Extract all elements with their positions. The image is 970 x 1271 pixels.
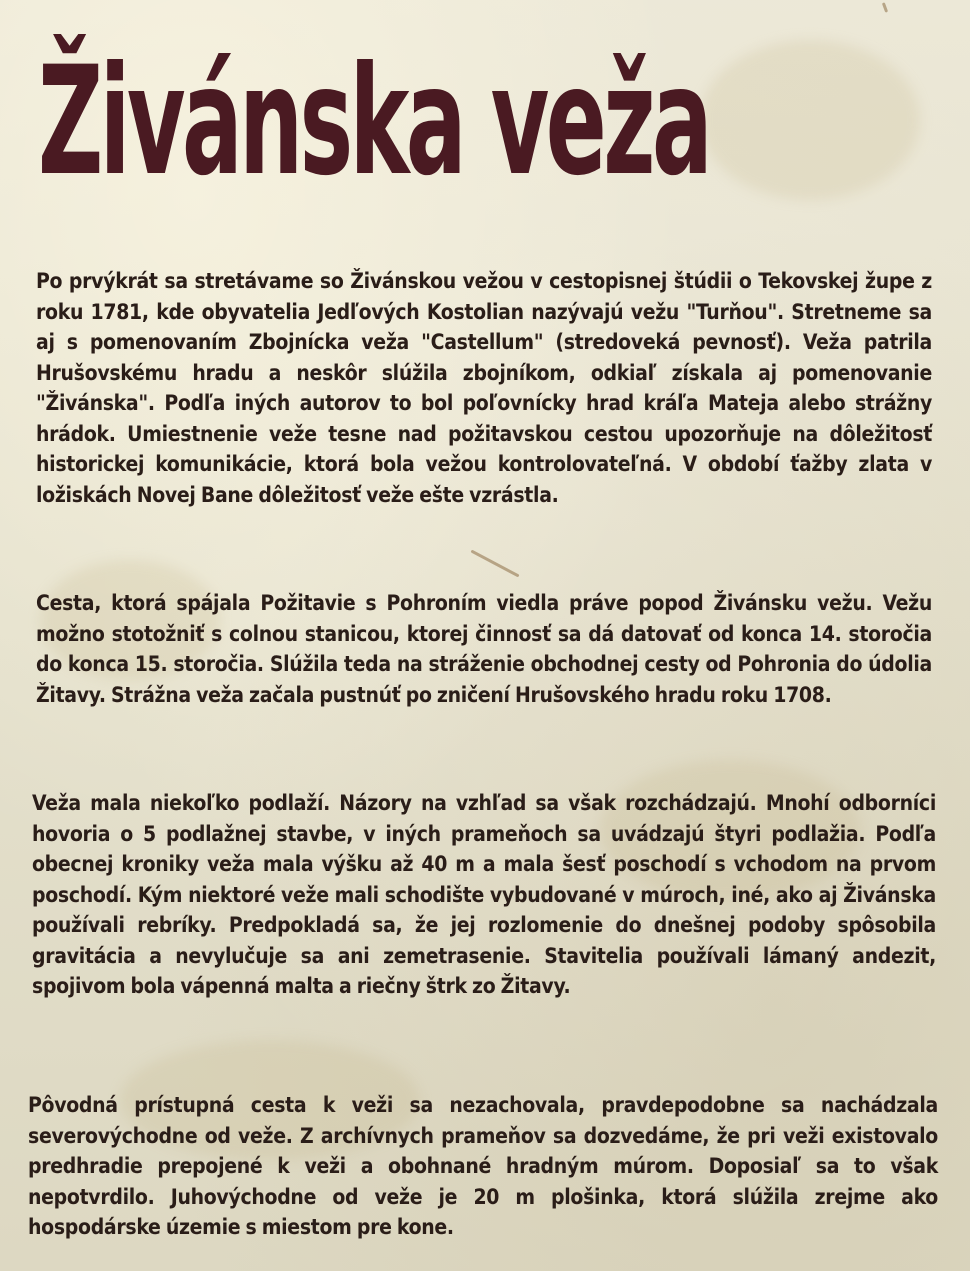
- paragraph-history: Po prvýkrát sa stretávame so Živánskou vežou v cestopisnej štúdii o Tekovskej župe z roku 1781, kde obyvatelia Jedľových Kostolian nazývajú vežu "Turňou". Stretneme sa aj s pomenovaním Zbojnícka veža "Castellum" (stredoveká pevnosť). Veža patrila Hrušovskému hradu a neskôr slúžila zbojníkom, odkiaľ získala aj pomenovanie "Živánska". Podľa iných autorov to bol poľovnícky hrad kráľa Mateja alebo strážny hrádok. Umiestnenie veže tesne nad požitavskou cestou upozorňuje na dôležitosť historickej komunikácie, ktorá bola vežou kontrolovateľná. V období ťažby zlata v ložiskách Novej Bane dôležitosť veže ešte vzrástla.: [36, 269, 932, 507]
- paragraph-access-path: Pôvodná prístupná cesta k veži sa nezachovala, pravdepodobne sa nachádzala severovýchodne od veže. Z archívnych prameňov sa dozvedáme, že pri veži existovalo predhradie prepojené k veži a obohnané hradným múrom. Doposiaľ sa to však nepotvrdilo. Juhovýchodne od veže je 20 m plošinka, ktorá slúžila zrejme ako hospodárske územie s miestom pre kone.: [28, 1093, 938, 1239]
- paragraph-trade-route: Cesta, ktorá spájala Požitavie s Pohroním viedla práve popod Živánsku vežu. Vežu možno stotožniť s colnou stanicou, ktorej činnosť sa dá datovať od konca 14. storočia do konca 15. storočia. Slúžila teda na stráženie obchodnej cesty od Pohronia do údolia Žitavy. Strážna veža začala pustnúť po zničení Hrušovského hradu roku 1708.: [36, 591, 932, 707]
- scratch-mark: [470, 549, 519, 577]
- scratch-mark: [882, 2, 888, 12]
- paragraph-architecture: Veža mala niekoľko podlaží. Názory na vzhľad sa však rozchádzajú. Mnohí odborníci hovoria o 5 podlažnej stavbe, v iných prameňoch sa uvádzajú štyri podlažia. Podľa obecnej kroniky veža mala výšku až 40 m a mala šesť poschodí s vchodom na prvom poschodí. Kým niektoré veže mali schodište vybudované v múroch, iné, ako aj Živánska používali rebríky. Predpokladá sa, že jej rozlomenie do dnešnej podoby spôsobila gravitácia a nevylučuje sa ani zemetrasenie. Stavitelia používali lámaný andezit, spojivom bola vápenná malta a riečny štrk zo Žitavy.: [32, 791, 936, 998]
- sign-title: Živánska veža: [38, 35, 710, 209]
- weather-stain: [700, 40, 920, 200]
